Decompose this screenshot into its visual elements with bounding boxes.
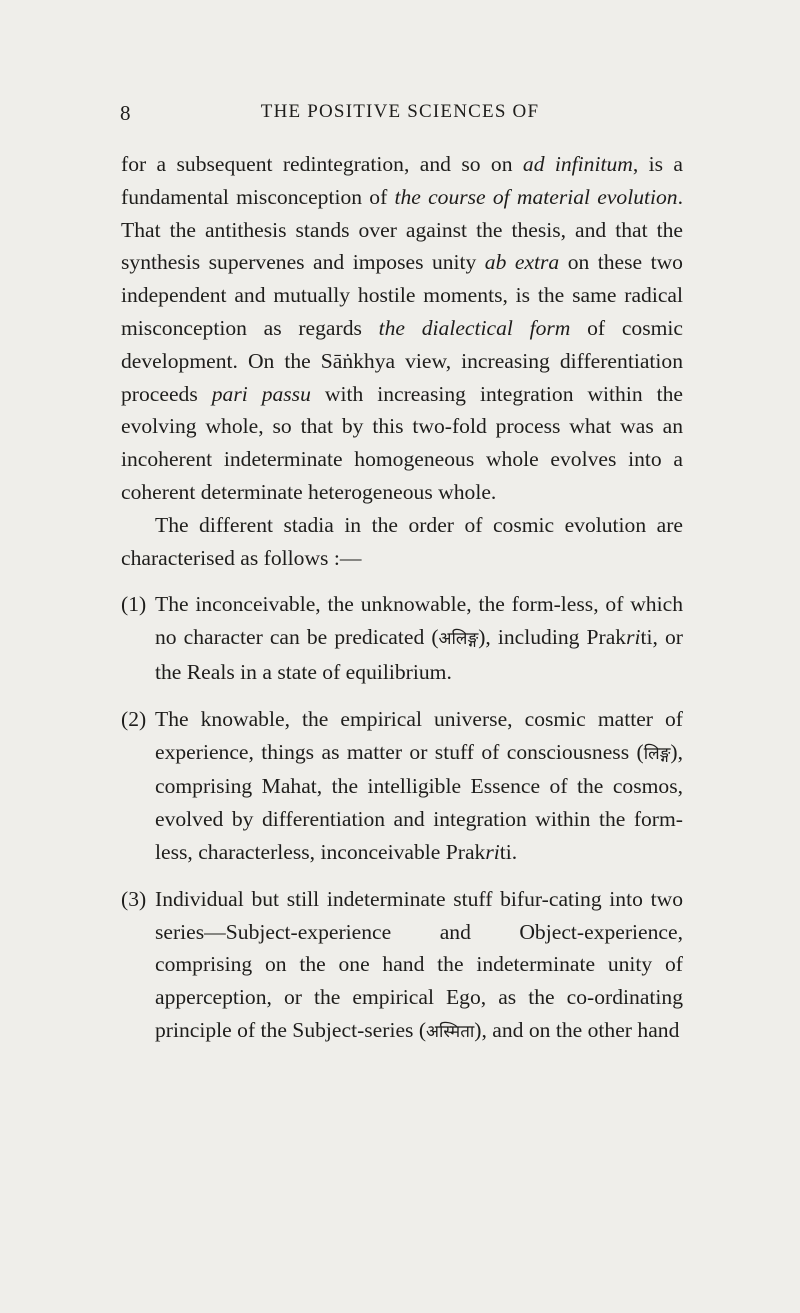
text-span: ), including Prak xyxy=(478,625,627,650)
paragraph-1 xyxy=(121,148,683,509)
italic-span: ri xyxy=(485,839,500,864)
italic-span: ab extra xyxy=(484,250,560,275)
page-body xyxy=(121,148,683,1049)
italic-span: the course of material evolution xyxy=(394,184,678,209)
italic-span: ri xyxy=(626,625,641,650)
list-item-2 xyxy=(121,703,683,869)
sanskrit-term: लिङ्ग xyxy=(643,743,671,764)
item-number: (2) xyxy=(121,706,147,731)
text-span: ti. xyxy=(499,839,518,864)
item-number: (1) xyxy=(121,592,147,617)
sanskrit-term: अस्मिता xyxy=(426,1021,475,1042)
text-span: for a subsequent redintegration, and so on xyxy=(121,152,523,176)
text-span: with increasing integration within the evolving whole, so that by this two-fold process what was an incoherent indeterminate homogeneous whole evolves into a coherent determinate heterogeneous whole. xyxy=(121,381,684,504)
text-span: . That the antithesis stands over against the thesis, and that the synthesis supervenes and imposes unity xyxy=(121,184,684,275)
text-span: The inconceivable, the unknowable, the form-less, of which no character can be predicated ( xyxy=(155,592,683,650)
text-span: of cosmic development. On the Sāṅkhya view, increasing differentiation proceeds xyxy=(121,315,683,406)
list-item-1 xyxy=(121,588,683,688)
text-span: , is a fundamental misconception of xyxy=(121,152,684,209)
page-number: 8 xyxy=(120,101,131,125)
italic-span: the dialectical form xyxy=(378,315,571,340)
text-span: ti, or the Reals in a state of equilibrium. xyxy=(155,625,683,684)
list-item-3 xyxy=(121,883,683,1049)
text-span: on these two independent and mutually hostile moments, is the same radical misconception as regards xyxy=(121,250,683,340)
sanskrit-term: अलिङ्ग xyxy=(438,629,479,650)
italic-span: pari passu xyxy=(211,381,311,406)
text-span: Individual but still indeterminate stuff bifur-cating into two series—Subject-experience and Object-experience, comprising on the one hand the indeterminate unity of apperception, or the empirical Ego, as the co-ordinating principle of the Subject-series ( xyxy=(155,886,683,1042)
page-header xyxy=(120,101,680,131)
text-span: The knowable, the empirical universe, cosmic matter of experience, things as matter or stuff of consciousness ( xyxy=(155,706,683,764)
text-span: ), and on the other hand xyxy=(474,1017,680,1042)
running-head: THE POSITIVE SCIENCES OF xyxy=(260,101,540,122)
text-span: ), comprising Mahat, the intelligible Essence of the cosmos, evolved by differentiation and integration within the form-less, characterless, inconceivable Prak xyxy=(155,739,683,864)
paragraph-2: The different stadia in the order of cosmic evolution are characterised as follows :— xyxy=(121,512,683,570)
item-number: (3) xyxy=(121,886,147,911)
italic-span: ad infinitum xyxy=(522,152,633,176)
